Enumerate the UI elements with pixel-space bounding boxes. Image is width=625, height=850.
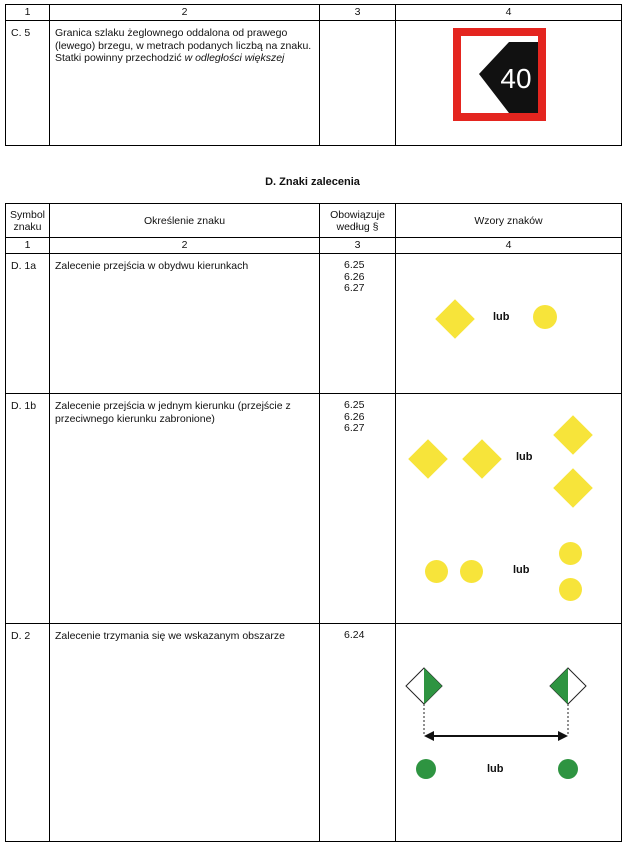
description-d1a: Zalecenie przejścia w obydwu kierunkach — [50, 254, 320, 394]
yellow-circle-icon — [425, 560, 448, 583]
green-circle-icon — [558, 759, 578, 779]
header-description: Określenie znaku — [50, 204, 320, 238]
table-row-d1a — [6, 254, 622, 394]
yellow-diamond-icon — [553, 468, 593, 508]
description-d2: Zalecenie trzymania się we wskazanym obszarze — [50, 624, 320, 842]
yellow-circle-icon — [460, 560, 483, 583]
figure-d1b — [396, 394, 622, 624]
col-number-1: 1 — [6, 5, 50, 21]
yellow-circle-icon — [559, 578, 582, 601]
main-table — [5, 203, 622, 842]
paragraph-ref: 6.27 — [344, 422, 365, 434]
sign-number: 40 — [500, 63, 532, 94]
table-row-d2 — [6, 624, 622, 842]
header-row — [6, 204, 622, 238]
half-green-diamond-right-icon — [550, 668, 586, 704]
top-table — [5, 4, 622, 146]
top-column-numbers — [6, 5, 622, 21]
paragraphs-d1a — [320, 254, 396, 394]
symbol-d1a: D. 1a — [6, 254, 50, 394]
lub-label: lub — [516, 451, 533, 463]
header-symbol: Symbol znaku — [6, 204, 50, 238]
col-number-2: 2 — [50, 238, 320, 254]
lub-label: lub — [513, 564, 530, 576]
figure-c5 — [396, 21, 622, 146]
col-number-1: 1 — [6, 238, 50, 254]
symbol-d2: D. 2 — [6, 624, 50, 842]
paragraph-ref: 6.25 — [344, 399, 365, 411]
paragraphs-d2 — [320, 624, 396, 842]
symbol-d1b: D. 1b — [6, 394, 50, 624]
paragraph-ref: 6.26 — [344, 270, 365, 283]
description-d1b: Zalecenie przejścia w jednym kierunku (przejście z przeciwnego kierunku zabronione) — [50, 394, 320, 624]
col-number-4: 4 — [396, 5, 622, 21]
description-c5-italic: w odległości większej — [184, 52, 285, 64]
symbol-c5: C. 5 — [6, 21, 50, 146]
half-green-diamond-left-icon — [406, 668, 442, 704]
paragraph-ref: 6.26 — [344, 410, 365, 423]
col-number-4: 4 — [396, 238, 622, 254]
yellow-diamond-icon — [435, 299, 475, 339]
yellow-circle-icon — [533, 305, 557, 329]
lub-label: lub — [493, 311, 510, 323]
paragraph-ref: 6.27 — [344, 282, 365, 294]
green-circle-icon — [416, 759, 436, 779]
column-numbers — [6, 238, 622, 254]
paragraphs-d1b — [320, 394, 396, 624]
yellow-diamond-icon — [462, 439, 502, 479]
col-number-3: 3 — [320, 5, 396, 21]
yellow-diamond-icon — [553, 415, 593, 455]
header-figures: Wzory znaków — [396, 204, 622, 238]
table-row-d1b — [6, 394, 622, 624]
paragraph-ref: 6.24 — [344, 629, 365, 641]
d2-diagram — [396, 624, 622, 842]
yellow-circle-icon — [559, 542, 582, 565]
table-row-c5 — [6, 21, 622, 146]
description-c5 — [50, 21, 320, 146]
paragraph-ref: 6.25 — [344, 259, 365, 271]
sign-c5-distance — [453, 28, 546, 121]
figure-d1a — [396, 254, 622, 394]
paragraph-c5 — [320, 21, 396, 146]
lub-label: lub — [487, 763, 504, 775]
col-number-2: 2 — [50, 5, 320, 21]
description-c5-text: Granica szlaku żeglownego oddalona od prawego (lewego) brzegu, w metrach podanych liczbą na znaku. Statki powinny przechodzić — [55, 27, 312, 64]
header-paragraph: Obowiązuje według § — [320, 204, 396, 238]
yellow-diamond-icon — [408, 439, 448, 479]
figure-d2 — [396, 624, 622, 842]
col-number-3: 3 — [320, 238, 396, 254]
section-title: D. Znaki zalecenia — [265, 176, 360, 188]
